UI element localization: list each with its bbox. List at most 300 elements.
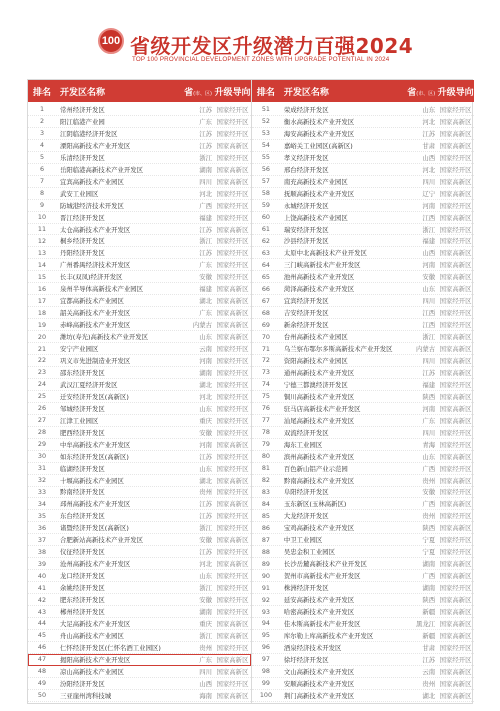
name-cell: 荆门高新技术产业开发区 (283, 691, 355, 700)
table-row (28, 690, 251, 702)
direction-cell: 国家经开区 (439, 428, 472, 437)
header-direction: 升级导向 (437, 87, 474, 98)
direction-cell: 国家高新区 (216, 631, 249, 640)
name-cell: 宜宾经济开发区 (283, 297, 329, 306)
table-row (28, 642, 251, 654)
name-cell: 安顺高新技术产业开发区 (283, 679, 355, 688)
top100-badge: 100 (98, 28, 124, 54)
header-province-label: 省 (407, 87, 417, 98)
rank-cell: 5 (39, 153, 45, 162)
rank-cell: 33 (37, 487, 47, 496)
table-row (28, 498, 251, 510)
rank-cell: 61 (261, 225, 270, 233)
table-row (28, 522, 251, 534)
name-cell: 迁安经济开发区(高新区) (60, 392, 129, 401)
table-row (28, 415, 251, 427)
rank-cell: 19 (37, 320, 47, 329)
name-cell: 桐乡经济开发区 (60, 237, 105, 246)
rank-cell: 50 (37, 691, 47, 700)
name-cell: 株洲经济开发区 (283, 584, 329, 593)
name-cell: 常州经济开发区 (60, 105, 105, 114)
name-cell: 江阴临港经济开发区 (60, 129, 118, 138)
province-cell: 河北 (199, 560, 212, 569)
province-cell: 河北 (199, 189, 212, 198)
table-row (28, 128, 251, 140)
name-cell: 溧阳高新技术产业开发区 (60, 141, 131, 150)
rank-cell: 18 (37, 308, 47, 317)
province-cell: 广东 (199, 261, 212, 270)
direction-cell: 国家经开区 (216, 416, 249, 425)
direction-cell: 国家经开区 (216, 117, 249, 126)
name-cell: 永城经济开发区 (283, 201, 329, 210)
name-cell: 抚顺高新技术产业开发区 (283, 189, 355, 198)
province-cell: 安徽 (199, 596, 212, 605)
province-cell: 安徽 (199, 273, 212, 282)
table-row (252, 188, 474, 200)
table-row (252, 498, 474, 510)
province-cell: 江苏 (199, 500, 212, 509)
rank-cell: 64 (261, 260, 270, 269)
rows-left (28, 104, 251, 702)
direction-cell: 国家经开区 (216, 512, 249, 521)
table-row (252, 570, 474, 582)
rank-cell: 3 (39, 129, 45, 138)
rank-cell: 41 (37, 583, 47, 592)
table-row (252, 654, 474, 666)
rank-cell: 87 (261, 535, 270, 544)
table-row (28, 558, 251, 570)
table-row (28, 319, 251, 331)
table-row (28, 654, 251, 666)
rank-cell: 52 (261, 117, 270, 126)
rank-cell: 66 (261, 284, 270, 293)
province-cell: 浙江 (199, 237, 212, 246)
province-cell: 山东 (422, 452, 436, 461)
table-row (28, 247, 251, 259)
direction-cell: 国家高新区 (216, 500, 249, 509)
name-cell: 邢台经济开发区 (283, 165, 329, 174)
name-cell: 双流经济开发区 (283, 428, 329, 437)
rank-cell: 58 (261, 189, 270, 198)
rank-cell: 28 (37, 428, 47, 437)
province-cell: 河南 (422, 261, 436, 270)
province-cell: 福建 (422, 237, 436, 246)
direction-cell: 国家经开区 (216, 572, 249, 581)
province-cell: 浙江 (199, 584, 212, 593)
name-cell: 阜阳经济开发区 (283, 488, 329, 497)
province-cell: 福建 (422, 380, 436, 389)
rank-cell: 39 (37, 559, 47, 568)
name-cell: 邵东经济开发区 (60, 368, 105, 377)
name-cell: 通州高新技术产业开发区 (283, 368, 355, 377)
name-cell: 韶关高新技术产业开发区 (60, 309, 131, 318)
name-cell: 安宁产业园区 (60, 345, 99, 354)
province-cell: 云南 (199, 345, 212, 354)
table-row (28, 487, 251, 499)
name-cell: 凉山高新技术产业园区 (60, 667, 124, 676)
province-cell: 辽宁 (422, 189, 436, 198)
rank-cell: 45 (37, 631, 47, 640)
name-cell: 太仓高新技术产业开发区 (60, 225, 131, 234)
direction-cell: 国家经开区 (216, 548, 249, 557)
rank-cell: 89 (261, 559, 270, 568)
province-cell: 江苏 (422, 129, 436, 138)
name-cell: 沧州高新技术产业开发区 (60, 560, 131, 569)
rank-cell: 14 (37, 260, 47, 269)
name-cell: 中卫工业园区 (283, 536, 323, 545)
province-cell: 江苏 (199, 129, 212, 138)
table-row (28, 427, 251, 439)
table-row (28, 379, 251, 391)
province-cell: 广东 (422, 416, 436, 425)
province-cell: 江西 (422, 321, 436, 330)
province-cell: 广西 (422, 500, 436, 509)
table-row (28, 271, 251, 283)
name-cell: 佳木斯高新技术产业开发区 (283, 619, 361, 628)
header-name: 开发区名称 (60, 87, 106, 98)
direction-cell: 国家高新区 (439, 261, 472, 270)
rank-cell: 81 (261, 464, 270, 473)
rank-cell: 7 (39, 177, 45, 186)
rank-cell: 25 (37, 392, 47, 401)
province-cell: 湖北 (422, 691, 436, 700)
province-cell: 安徽 (422, 488, 436, 497)
name-cell: 嘉峪关工业园区(高新区) (283, 141, 353, 150)
name-cell: 黔南经济开发区 (60, 488, 105, 497)
name-cell: 沙县经济开发区 (283, 237, 329, 246)
name-cell: 太原中北高新技术产业开发区 (283, 249, 367, 258)
rank-cell: 92 (261, 595, 270, 604)
province-cell: 江苏 (199, 225, 212, 234)
name-cell: 菏泽高新技术产业开发区 (283, 285, 355, 294)
name-cell: 台州高新技术产业园区 (283, 333, 348, 342)
table-row (28, 104, 251, 116)
table-row (28, 463, 251, 475)
table-header (252, 80, 474, 102)
name-cell: 百色新山铝产业示范园 (283, 464, 348, 473)
name-cell: 合肥新站高新技术产业开发区 (60, 536, 144, 545)
table-row (28, 582, 251, 594)
province-cell: 贵州 (422, 679, 436, 688)
province-cell: 广西 (422, 572, 436, 581)
province-cell: 山东 (199, 464, 212, 473)
rank-cell: 42 (37, 595, 47, 604)
province-cell: 广西 (199, 201, 212, 210)
direction-cell: 国家经开区 (216, 404, 249, 413)
name-cell: 临湖经济开发区 (60, 464, 105, 473)
table-row (252, 451, 474, 463)
direction-cell: 国家高新区 (216, 321, 249, 330)
table-row (28, 451, 251, 463)
name-cell: 驻马店高新技术产业开发区 (283, 404, 361, 413)
province-cell: 湖南 (199, 608, 212, 616)
rank-cell: 23 (37, 368, 47, 377)
table-row (28, 439, 251, 451)
rank-cell: 26 (37, 404, 47, 413)
name-cell: 吉安经济开发区 (283, 309, 329, 318)
rank-cell: 40 (37, 571, 47, 580)
rank-cell: 6 (39, 165, 45, 174)
province-cell: 广东 (199, 309, 212, 318)
province-cell: 浙江 (199, 524, 212, 533)
name-cell: 邹城经济开发区 (60, 404, 105, 413)
header (0, 0, 500, 72)
rank-cell: 1 (39, 105, 45, 114)
rank-cell: 88 (261, 547, 270, 556)
rank-cell: 62 (261, 236, 270, 245)
direction-cell: 国家高新区 (439, 500, 472, 509)
rank-cell: 47 (37, 655, 47, 664)
direction-cell: 国家经开区 (216, 345, 249, 354)
province-cell: 江西 (422, 309, 436, 318)
direction-cell: 国家经开区 (216, 153, 249, 162)
table-row (252, 343, 474, 355)
rank-cell: 97 (261, 655, 270, 664)
table-row (28, 510, 251, 522)
province-cell: 贵州 (422, 512, 436, 521)
province-cell: 福建 (199, 213, 212, 222)
rank-cell: 30 (37, 452, 47, 461)
province-cell: 河南 (422, 404, 436, 413)
rows-right (252, 104, 474, 702)
rank-cell: 35 (37, 511, 47, 520)
rank-cell: 24 (37, 380, 47, 389)
name-cell: 上饶高新技术产业园区 (283, 213, 348, 222)
table-row (252, 463, 474, 475)
name-cell: 余姚经济开发区 (60, 584, 105, 593)
direction-cell: 国家高新区 (439, 452, 472, 461)
province-cell: 河南 (422, 201, 436, 210)
province-cell: 广西 (422, 464, 436, 473)
name-cell: 广州番禺经济技术开发区 (60, 261, 131, 270)
direction-cell: 国家高新区 (439, 596, 472, 605)
table-row (252, 235, 474, 247)
rank-cell: 29 (37, 440, 47, 449)
table-row (252, 487, 474, 499)
name-cell: 晋江经济开发区 (60, 213, 105, 222)
direction-cell: 国家高新区 (216, 619, 249, 628)
table-row (28, 367, 251, 379)
province-cell: 湖南 (199, 368, 212, 377)
table-row (252, 271, 474, 283)
name-cell: 汾阳经济开发区 (60, 679, 105, 688)
rank-cell: 16 (37, 284, 47, 293)
table-row (252, 403, 474, 415)
name-cell: 玉东新区(玉林高新区) (283, 500, 347, 509)
direction-cell: 国家高新区 (439, 619, 472, 628)
table-row (28, 606, 251, 618)
province-cell: 河北 (422, 117, 436, 126)
table-row (28, 212, 251, 224)
table-row (28, 164, 251, 176)
province-cell: 山东 (199, 572, 212, 581)
direction-cell: 国家高新区 (216, 536, 249, 545)
province-cell: 江苏 (199, 548, 212, 557)
table-row (252, 606, 474, 618)
table-row (28, 116, 251, 128)
rank-cell: 99 (261, 679, 270, 688)
province-cell: 山东 (422, 105, 436, 114)
table-row (28, 355, 251, 367)
province-cell: 新疆 (422, 631, 436, 640)
name-cell: 如东经济开发区(高新区) (60, 452, 129, 461)
province-cell: 江苏 (199, 249, 212, 258)
table-row (28, 224, 251, 236)
province-cell: 四川 (199, 177, 212, 186)
province-cell: 浙江 (422, 225, 436, 234)
direction-cell: 国家经开区 (439, 309, 472, 318)
rank-cell: 96 (261, 643, 270, 652)
province-cell: 湖南 (422, 584, 436, 593)
direction-cell: 国家高新区 (439, 476, 472, 485)
province-cell: 重庆 (199, 416, 212, 425)
direction-cell: 国家高新区 (216, 691, 249, 700)
table-row (28, 176, 251, 188)
name-cell: 池州高新技术产业开发区 (283, 273, 355, 282)
rank-cell: 67 (261, 296, 270, 305)
direction-cell: 国家高新区 (439, 129, 472, 138)
table-row (252, 224, 474, 236)
province-cell: 江苏 (422, 655, 436, 664)
direction-cell: 国家高新区 (439, 117, 472, 126)
rank-cell: 74 (261, 380, 270, 389)
rank-cell: 72 (261, 356, 270, 365)
rank-cell: 17 (37, 296, 47, 305)
direction-cell: 国家经开区 (216, 356, 249, 365)
rank-cell: 68 (261, 308, 270, 317)
direction-cell: 国家经开区 (439, 512, 472, 521)
name-cell: 汕尾高新技术产业开发区 (283, 416, 355, 425)
rank-cell: 95 (261, 631, 270, 640)
table-row (252, 128, 474, 140)
direction-cell: 国家高新区 (439, 392, 472, 401)
direction-cell: 国家高新区 (439, 404, 472, 413)
table-row (28, 331, 251, 343)
name-cell: 长丰(双凤)经济开发区 (60, 273, 123, 282)
direction-cell: 国家高新区 (439, 285, 472, 294)
name-cell: 龙口经济开发区 (60, 572, 105, 581)
direction-cell: 国家高新区 (439, 524, 472, 533)
province-cell: 江苏 (199, 105, 212, 114)
rank-cell: 94 (261, 619, 270, 628)
rank-cell: 78 (261, 428, 270, 437)
direction-cell: 国家高新区 (439, 213, 472, 222)
table-row (252, 666, 474, 678)
name-cell: 荣成经济开发区 (283, 105, 329, 114)
direction-cell: 国家高新区 (439, 333, 472, 342)
province-cell: 河南 (199, 356, 212, 365)
rank-cell: 83 (261, 487, 270, 496)
province-cell: 山东 (422, 285, 436, 294)
province-cell: 江西 (422, 213, 436, 222)
name-cell: 丹阳经济开发区 (60, 249, 105, 258)
province-cell: 江苏 (199, 452, 212, 461)
name-cell: 哈密高新技术产业开发区 (283, 608, 355, 616)
rank-cell: 57 (261, 177, 270, 186)
name-cell: 东台经济开发区 (60, 512, 105, 521)
rank-cell: 8 (39, 189, 45, 198)
direction-cell: 国家高新区 (439, 679, 472, 688)
direction-cell: 国家高新区 (216, 165, 249, 174)
rank-cell: 32 (37, 476, 47, 485)
name-cell: 三门峡高新技术产业开发区 (283, 261, 361, 270)
province-cell: 江苏 (199, 141, 212, 150)
rank-cell: 60 (261, 213, 270, 222)
direction-cell: 国家高新区 (439, 667, 472, 676)
rank-cell: 49 (37, 679, 47, 688)
rank-cell: 36 (37, 523, 47, 532)
header-province-note: (市、区) (193, 90, 212, 97)
direction-cell: 国家高新区 (216, 476, 249, 485)
table-row (28, 235, 251, 247)
rank-cell: 43 (37, 607, 47, 616)
direction-cell: 国家高新区 (439, 273, 472, 282)
province-cell: 福建 (199, 285, 212, 294)
rank-cell: 93 (261, 607, 270, 616)
table-row (252, 176, 474, 188)
table-row (252, 391, 474, 403)
rank-cell: 70 (261, 332, 270, 341)
table-row (28, 475, 251, 487)
direction-cell: 国家经开区 (439, 655, 472, 664)
table-row (28, 570, 251, 582)
direction-cell: 国家经开区 (439, 380, 472, 389)
table-row (252, 355, 474, 367)
table-row (28, 666, 251, 678)
table-row (28, 678, 251, 690)
province-cell: 湖南 (199, 165, 212, 174)
table-row (252, 594, 474, 606)
direction-cell: 国家经开区 (216, 261, 249, 270)
direction-cell: 国家经开区 (216, 105, 249, 114)
direction-cell: 国家经开区 (216, 679, 249, 688)
province-cell: 贵州 (199, 643, 212, 652)
direction-cell: 国家高新区 (216, 309, 249, 318)
province-cell: 内蒙古 (192, 321, 212, 330)
rank-cell: 59 (261, 201, 270, 210)
direction-cell: 国家高新区 (439, 691, 472, 700)
direction-cell: 国家高新区 (216, 440, 249, 449)
rank-cell: 76 (261, 404, 270, 413)
table-row (252, 475, 474, 487)
header-rank: 排名 (256, 87, 275, 98)
rank-cell: 38 (37, 547, 47, 556)
direction-cell: 国家经开区 (439, 536, 472, 545)
header-direction: 升级导向 (214, 87, 251, 98)
table-row (28, 391, 251, 403)
direction-cell: 国家经开区 (439, 321, 472, 330)
province-cell: 湖北 (199, 476, 212, 485)
table-row (252, 319, 474, 331)
direction-cell: 国家经开区 (216, 129, 249, 138)
table-row (252, 104, 474, 116)
rank-cell: 4 (39, 141, 45, 150)
table-row (252, 642, 474, 654)
name-cell: 宜都高新技术产业园区 (60, 297, 124, 306)
name-cell: 三亚崖州湾科技城 (60, 691, 112, 700)
province-cell: 湖北 (199, 380, 212, 389)
direction-cell: 国家高新区 (216, 177, 249, 186)
direction-cell: 国家高新区 (439, 249, 472, 258)
rank-cell: 77 (261, 416, 270, 425)
table-row (252, 582, 474, 594)
table-row (252, 331, 474, 343)
ranking-column-right (251, 80, 474, 703)
name-cell: 吴忠金积工业园区 (283, 548, 335, 557)
direction-cell: 国家高新区 (216, 655, 249, 664)
direction-cell: 国家经开区 (216, 488, 249, 497)
table-row (28, 534, 251, 546)
